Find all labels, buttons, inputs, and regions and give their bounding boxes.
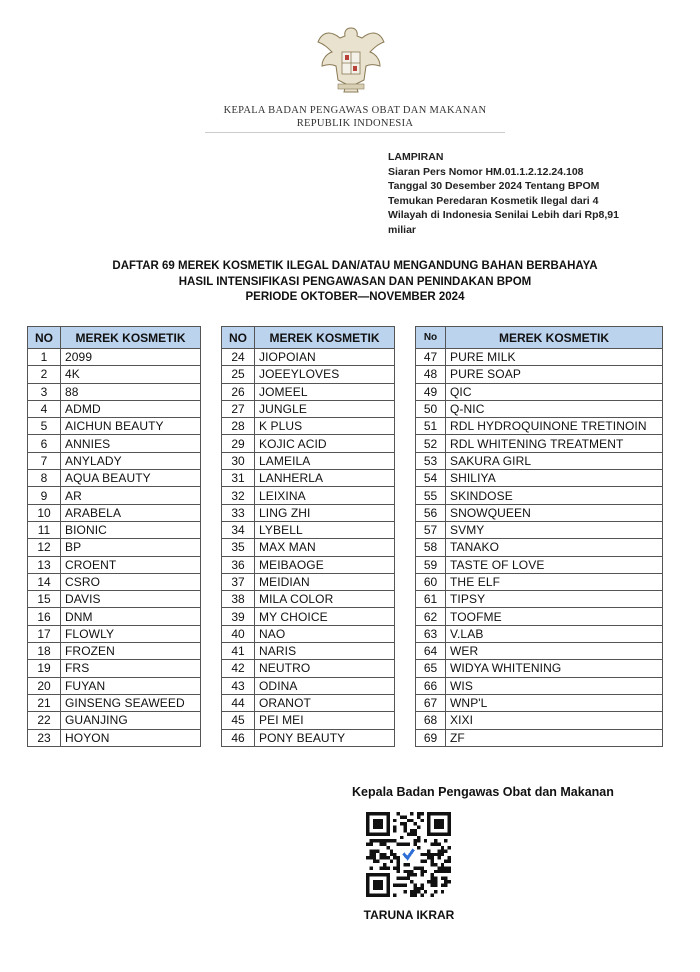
row-number: 50 xyxy=(416,400,446,417)
row-number: 8 xyxy=(28,470,61,487)
attachment-line: Tanggal 30 Desember 2024 Tentang BPOM xyxy=(388,180,600,192)
row-number: 37 xyxy=(222,573,255,590)
table-row xyxy=(28,383,201,400)
brand-name: ANNIES xyxy=(61,435,201,452)
agency-country: REPUBLIK INDONESIA xyxy=(296,118,414,129)
table-row xyxy=(416,366,663,383)
brand-name: THE ELF xyxy=(446,573,663,590)
table-row xyxy=(28,660,201,677)
table-row xyxy=(416,729,663,746)
column-header-no: N​o xyxy=(416,327,446,349)
table-row xyxy=(28,539,201,556)
row-number: 62 xyxy=(416,608,446,625)
row-number: 32 xyxy=(222,487,255,504)
row-number: 42 xyxy=(222,660,255,677)
document-title xyxy=(40,259,670,306)
brand-name: RDL WHITENING TREATMENT xyxy=(446,435,663,452)
table-row xyxy=(222,470,395,487)
brand-name: V.LAB xyxy=(446,625,663,642)
row-number: 52 xyxy=(416,435,446,452)
row-number: 33 xyxy=(222,504,255,521)
row-number: 14 xyxy=(28,573,61,590)
table-row xyxy=(416,383,663,400)
table-row xyxy=(222,608,395,625)
column-header-brand: MEREK KOSMETIK xyxy=(61,327,201,349)
garuda-emblem-icon xyxy=(316,22,386,96)
row-number: 64 xyxy=(416,643,446,660)
row-number: 44 xyxy=(222,694,255,711)
table-row xyxy=(28,729,201,746)
row-number: 61 xyxy=(416,591,446,608)
table-row xyxy=(416,487,663,504)
brand-name: WIS xyxy=(446,677,663,694)
brand-table-3 xyxy=(415,326,663,747)
brand-name: GUANJING xyxy=(61,712,201,729)
table-row xyxy=(222,660,395,677)
row-number: 1 xyxy=(28,349,61,366)
brand-name: MILA COLOR xyxy=(255,591,395,608)
row-number: 53 xyxy=(416,452,446,469)
row-number: 27 xyxy=(222,400,255,417)
row-number: 10 xyxy=(28,504,61,521)
brand-name: ANYLADY xyxy=(61,452,201,469)
row-number: 6 xyxy=(28,435,61,452)
table-row xyxy=(28,608,201,625)
brand-name: JOEEYLOVES xyxy=(255,366,395,383)
row-number: 51 xyxy=(416,418,446,435)
row-number: 35 xyxy=(222,539,255,556)
brand-name: PEI MEI xyxy=(255,712,395,729)
row-number: 43 xyxy=(222,677,255,694)
attachment-block xyxy=(388,150,678,237)
row-number: 47 xyxy=(416,349,446,366)
row-number: 48 xyxy=(416,366,446,383)
table-row xyxy=(222,625,395,642)
table-row xyxy=(416,400,663,417)
row-number: 63 xyxy=(416,625,446,642)
brand-table-2 xyxy=(221,326,395,747)
table-row xyxy=(416,470,663,487)
table-row xyxy=(222,521,395,538)
table-row xyxy=(222,556,395,573)
table-row xyxy=(416,418,663,435)
row-number: 13 xyxy=(28,556,61,573)
brand-name: AQUA BEAUTY xyxy=(61,470,201,487)
table-row xyxy=(28,400,201,417)
agency-header xyxy=(180,104,530,130)
row-number: 9 xyxy=(28,487,61,504)
brand-name: MEIDIAN xyxy=(255,573,395,590)
table-row xyxy=(28,643,201,660)
brand-name: K PLUS xyxy=(255,418,395,435)
brand-name: BP xyxy=(61,539,201,556)
table-row xyxy=(222,712,395,729)
row-number: 21 xyxy=(28,694,61,711)
title-line: PERIODE OKTOBER—NOVEMBER 2024 xyxy=(245,291,465,303)
attachment-label: LAMPIRAN xyxy=(388,151,444,163)
qr-code-signature xyxy=(366,812,451,897)
table-row xyxy=(222,435,395,452)
row-number: 20 xyxy=(28,677,61,694)
brand-name: FROZEN xyxy=(61,643,201,660)
table-row xyxy=(28,418,201,435)
table-row xyxy=(28,435,201,452)
row-number: 56 xyxy=(416,504,446,521)
row-number: 12 xyxy=(28,539,61,556)
table-row xyxy=(416,608,663,625)
brand-name: CSRO xyxy=(61,573,201,590)
brand-name: ODINA xyxy=(255,677,395,694)
agency-name: KEPALA BADAN PENGAWAS OBAT DAN MAKANAN xyxy=(223,105,487,116)
brand-name: XIXI xyxy=(446,712,663,729)
brand-name: LING ZHI xyxy=(255,504,395,521)
brand-name: NAO xyxy=(255,625,395,642)
brand-name: Q-NIC xyxy=(446,400,663,417)
table-row xyxy=(222,573,395,590)
row-number: 39 xyxy=(222,608,255,625)
table-row xyxy=(28,349,201,366)
brand-name: LEIXINA xyxy=(255,487,395,504)
row-number: 30 xyxy=(222,452,255,469)
row-number: 54 xyxy=(416,470,446,487)
brand-name: LAMEILA xyxy=(255,452,395,469)
column-header-brand: MEREK KOSMETIK xyxy=(255,327,395,349)
table-row xyxy=(222,400,395,417)
brand-name: SVMY xyxy=(446,521,663,538)
row-number: 45 xyxy=(222,712,255,729)
table-row xyxy=(416,435,663,452)
brand-name: TANAKO xyxy=(446,539,663,556)
table-row xyxy=(28,487,201,504)
brand-name: JIOPOIAN xyxy=(255,349,395,366)
brand-name: FLOWLY xyxy=(61,625,201,642)
brand-name: JOMEEL xyxy=(255,383,395,400)
row-number: 59 xyxy=(416,556,446,573)
row-number: 69 xyxy=(416,729,446,746)
table-row xyxy=(416,643,663,660)
brand-name: 88 xyxy=(61,383,201,400)
row-number: 19 xyxy=(28,660,61,677)
brand-name: RDL HYDROQUINONE TRETINOIN xyxy=(446,418,663,435)
row-number: 40 xyxy=(222,625,255,642)
brand-name: FRS xyxy=(61,660,201,677)
table-row xyxy=(222,383,395,400)
table-row xyxy=(28,625,201,642)
table-row xyxy=(222,418,395,435)
brand-name: HOYON xyxy=(61,729,201,746)
brand-name: FUYAN xyxy=(61,677,201,694)
signatory-title: Kepala Badan Pengawas Obat dan Makanan xyxy=(352,785,614,799)
table-row xyxy=(416,452,663,469)
signatory-name: TARUNA IKRAR xyxy=(363,908,455,922)
row-number: 26 xyxy=(222,383,255,400)
brand-name: ORANOT xyxy=(255,694,395,711)
brand-name: LYBELL xyxy=(255,521,395,538)
table-row xyxy=(222,504,395,521)
column-header-no: NO xyxy=(222,327,255,349)
row-number: 23 xyxy=(28,729,61,746)
title-line: HASIL INTENSIFIKASI PENGAWASAN DAN PENINDAKAN BPOM xyxy=(178,275,532,288)
table-row xyxy=(416,660,663,677)
table-row xyxy=(416,694,663,711)
table-row xyxy=(222,366,395,383)
brand-name: ARABELA xyxy=(61,504,201,521)
table-row xyxy=(416,677,663,694)
brand-name: DNM xyxy=(61,608,201,625)
table-row xyxy=(222,729,395,746)
row-number: 17 xyxy=(28,625,61,642)
table-row xyxy=(222,694,395,711)
brand-name: JUNGLE xyxy=(255,400,395,417)
row-number: 67 xyxy=(416,694,446,711)
table-row xyxy=(28,591,201,608)
row-number: 55 xyxy=(416,487,446,504)
table-row xyxy=(416,539,663,556)
row-number: 7 xyxy=(28,452,61,469)
table-row xyxy=(28,677,201,694)
table-row xyxy=(28,556,201,573)
table-row xyxy=(416,556,663,573)
brand-name: MEIBAOGE xyxy=(255,556,395,573)
brand-name: WER xyxy=(446,643,663,660)
column-header-no: NO xyxy=(28,327,61,349)
brand-name: QIC xyxy=(446,383,663,400)
brand-name: 4K xyxy=(61,366,201,383)
brand-name: NARIS xyxy=(255,643,395,660)
brand-table-1 xyxy=(27,326,201,747)
brand-name: AICHUN BEAUTY xyxy=(61,418,201,435)
table-row xyxy=(222,349,395,366)
brand-name: MAX MAN xyxy=(255,539,395,556)
row-number: 4 xyxy=(28,400,61,417)
row-number: 24 xyxy=(222,349,255,366)
attachment-line: Siaran Pers Nomor HM.01.1.2.12.24.108 xyxy=(388,165,584,178)
column-header-brand: MEREK KOSMETIK xyxy=(446,327,663,349)
row-number: 41 xyxy=(222,643,255,660)
table-row xyxy=(28,366,201,383)
brand-name: SKINDOSE xyxy=(446,487,663,504)
brand-name: GINSENG SEAWEED xyxy=(61,694,201,711)
table-row xyxy=(416,521,663,538)
row-number: 57 xyxy=(416,521,446,538)
row-number: 38 xyxy=(222,591,255,608)
brand-name: PURE MILK xyxy=(446,349,663,366)
brand-name: SHILIYA xyxy=(446,470,663,487)
table-row xyxy=(28,694,201,711)
brand-name: BIONIC xyxy=(61,521,201,538)
row-number: 28 xyxy=(222,418,255,435)
brand-name: SAKURA GIRL xyxy=(446,452,663,469)
table-row xyxy=(28,504,201,521)
brand-name: TASTE OF LOVE xyxy=(446,556,663,573)
brand-name: KOJIC ACID xyxy=(255,435,395,452)
brand-name: SNOWQUEEN xyxy=(446,504,663,521)
table-row xyxy=(222,487,395,504)
table-row xyxy=(416,625,663,642)
table-row xyxy=(28,521,201,538)
attachment-line: miliar xyxy=(388,223,417,236)
row-number: 60 xyxy=(416,573,446,590)
row-number: 58 xyxy=(416,539,446,556)
brand-name: PURE SOAP xyxy=(446,366,663,383)
row-number: 34 xyxy=(222,521,255,538)
table-row xyxy=(416,591,663,608)
header-divider xyxy=(205,132,505,133)
brand-name: WIDYA WHITENING xyxy=(446,660,663,677)
row-number: 3 xyxy=(28,383,61,400)
brand-name: TOOFME xyxy=(446,608,663,625)
row-number: 68 xyxy=(416,712,446,729)
brand-name: WNP'L xyxy=(446,694,663,711)
brand-name: ZF xyxy=(446,729,663,746)
table-row xyxy=(28,470,201,487)
brand-name: ADMD xyxy=(61,400,201,417)
table-row xyxy=(222,539,395,556)
row-number: 16 xyxy=(28,608,61,625)
row-number: 31 xyxy=(222,470,255,487)
brand-name: NEUTRO xyxy=(255,660,395,677)
brand-name: AR xyxy=(61,487,201,504)
title-line: DAFTAR 69 MEREK KOSMETIK ILEGAL DAN/ATAU MENGANDUNG BAHAN BERBAHAYA xyxy=(112,260,598,272)
row-number: 29 xyxy=(222,435,255,452)
row-number: 65 xyxy=(416,660,446,677)
table-row xyxy=(416,349,663,366)
row-number: 5 xyxy=(28,418,61,435)
row-number: 25 xyxy=(222,366,255,383)
row-number: 36 xyxy=(222,556,255,573)
row-number: 22 xyxy=(28,712,61,729)
table-row xyxy=(222,452,395,469)
brand-name: DAVIS xyxy=(61,591,201,608)
attachment-line: Temukan Peredaran Kosmetik Ilegal dari 4 xyxy=(388,194,599,207)
table-row xyxy=(222,643,395,660)
brand-name: CROENT xyxy=(61,556,201,573)
row-number: 11 xyxy=(28,521,61,538)
brand-name: 2099 xyxy=(61,349,201,366)
brand-name: PONY BEAUTY xyxy=(255,729,395,746)
row-number: 18 xyxy=(28,643,61,660)
table-row xyxy=(416,712,663,729)
row-number: 49 xyxy=(416,383,446,400)
brand-name: MY CHOICE xyxy=(255,608,395,625)
table-row xyxy=(28,712,201,729)
brand-name: LANHERLA xyxy=(255,470,395,487)
row-number: 2 xyxy=(28,366,61,383)
table-row xyxy=(28,452,201,469)
row-number: 46 xyxy=(222,729,255,746)
table-row xyxy=(416,573,663,590)
table-row xyxy=(222,591,395,608)
row-number: 66 xyxy=(416,677,446,694)
brand-name: TIPSY xyxy=(446,591,663,608)
table-row xyxy=(28,573,201,590)
row-number: 15 xyxy=(28,591,61,608)
attachment-line: Wilayah di Indonesia Senilai Lebih dari Rp8,91 xyxy=(388,209,619,221)
table-row xyxy=(416,504,663,521)
table-row xyxy=(222,677,395,694)
